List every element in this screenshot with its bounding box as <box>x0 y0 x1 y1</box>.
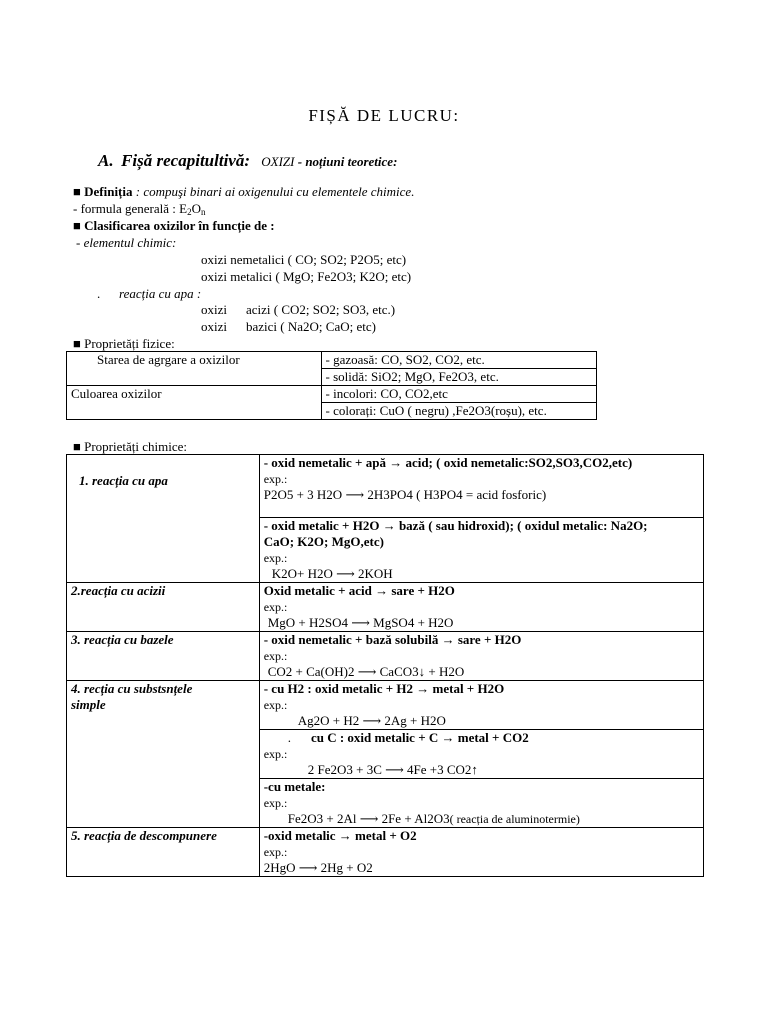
metal-water-equation: K2O+ H2O ⟶ 2KOH <box>271 566 393 581</box>
example-label: exp.: <box>263 796 288 810</box>
state-solid: - solidă: SiO2; MgO, Fe2O3, etc. <box>321 369 596 386</box>
example-label: exp.: <box>263 747 288 761</box>
formula-label: - formula generală : E <box>73 201 188 216</box>
metal-water-rule-2: CaO; K2O; MgO,etc) <box>263 534 384 549</box>
table-row <box>67 455 704 518</box>
reaction-bases-label: 3. reacția cu bazele <box>67 632 260 681</box>
table-row <box>67 632 704 681</box>
state-gas: - gazoasă: CO, SO2, CO2, etc. <box>321 352 596 369</box>
reaction-simple-label-1: 4. recția cu substsnțele <box>71 681 193 696</box>
example-label: exp.: <box>263 698 288 712</box>
carbon-bullet: . <box>287 730 291 745</box>
example-label: exp.: <box>263 845 288 859</box>
nonmetal-oxides: oxizi nemetalici ( CO; SO2; P2O5; etc) <box>201 252 407 267</box>
page-title: FIȘĂ DE LUCRU: <box>308 106 460 125</box>
reaction-acids-label: 2.reacția cu acizii <box>67 583 260 632</box>
classification-heading <box>73 218 275 234</box>
table-row <box>67 681 704 730</box>
metal-water-rule-1: - oxid metalic + H2O → bază ( sau hidroxid); ( oxidul metalic: Na2O; <box>263 518 648 533</box>
section-topic: OXIZI <box>261 154 295 169</box>
definition-text: : compuşi binari ai oxigenului cu elementele chimice. <box>132 184 415 199</box>
formula-sub: 2 <box>187 207 192 217</box>
section-topic-rest: - noțiuni teoretice: <box>294 154 398 169</box>
table-row <box>67 386 597 403</box>
reaction-decomposition-label: 5. reacția de descompunere <box>67 828 260 877</box>
formula-line <box>73 201 205 217</box>
by-water-label: reacția cu apa : <box>119 286 202 301</box>
hydrogen-cell <box>259 681 703 730</box>
example-label: exp.: <box>263 649 288 663</box>
nonmetal-water-cell <box>259 455 703 518</box>
carbon-equation: 2 Fe2O3 + 3C ⟶ 4Fe +3 CO2↑ <box>307 762 478 777</box>
carbon-rule: cu C : oxid metalic + C → metal + CO2 <box>310 730 529 745</box>
nonmetal-water-rule: - oxid nemetalic + apă → acid; ( oxid nemetalic:SO2,SO3,CO2,etc) <box>263 455 633 470</box>
basic-oxides-prefix: oxizi <box>201 319 227 334</box>
acid-oxides: acizi ( CO2; SO2; SO3, etc.) <box>246 302 396 317</box>
acids-rule: Oxid metalic + acid → sare + H2O <box>263 583 455 598</box>
square-bullet-icon: ■ <box>73 336 81 351</box>
basic-oxides: bazici ( Na2O; CaO; etc) <box>246 319 376 334</box>
acids-cell <box>259 583 703 632</box>
bases-cell <box>259 632 703 681</box>
square-bullet-icon: ■ <box>73 218 81 233</box>
square-bullet-icon: ■ <box>73 439 81 454</box>
by-water-bullet: . <box>97 286 101 301</box>
example-label: exp.: <box>263 551 288 565</box>
example-label: exp.: <box>263 600 288 614</box>
definition-label: Definiția <box>84 184 133 199</box>
hydrogen-rule: - cu H2 : oxid metalic + H2 → metal + H2O <box>263 681 505 696</box>
metal-oxides: oxizi metalici ( MgO; Fe2O3; K2O; etc) <box>201 269 412 284</box>
table-row <box>67 583 704 632</box>
color-label: Culoarea oxizilor <box>67 386 322 420</box>
classification-label: Clasificarea oxizilor în funcție de : <box>84 218 275 233</box>
chemical-heading-label: Proprietăți chimice: <box>84 439 187 454</box>
color-colorless: - incolori: CO, CO2,etc <box>321 386 596 403</box>
reaction-simple-label-2: simple <box>71 697 106 712</box>
section-heading <box>98 151 397 171</box>
decomposition-cell <box>259 828 703 877</box>
chemical-properties-table <box>66 454 704 877</box>
chemical-heading <box>73 439 187 455</box>
bases-rule: - oxid nemetalic + bază solubilă → sare + H2O <box>263 632 522 647</box>
physical-properties-table <box>66 351 597 420</box>
decomposition-equation: 2HgO ⟶ 2Hg + O2 <box>263 860 373 875</box>
formula-sub-n: n <box>200 207 206 217</box>
definition-line <box>73 184 414 200</box>
metal-water-cell <box>259 518 703 583</box>
bases-equation: CO2 + Ca(OH)2 ⟶ CaCO3↓ + H2O <box>267 664 465 679</box>
state-label: Starea de agrgare a oxizilor <box>67 352 322 386</box>
physical-heading-label: Proprietăți fizice: <box>84 336 175 351</box>
metals-equation: Fe2O3 + 2Al ⟶ 2Fe + Al2O3 <box>287 811 450 826</box>
decomposition-rule: -oxid metalic → metal + O2 <box>263 828 417 843</box>
carbon-rule-line <box>264 730 699 746</box>
reaction-simple-label <box>67 681 260 828</box>
hydrogen-equation: Ag2O + H2 ⟶ 2Ag + H2O <box>297 713 446 728</box>
square-bullet-icon: ■ <box>73 184 81 199</box>
physical-heading <box>73 336 175 352</box>
table-row <box>67 352 597 369</box>
table-row <box>67 828 704 877</box>
nonmetal-water-equation: P2O5 + 3 H2O ⟶ 2H3PO4 ( H3PO4 = acid fosforic) <box>263 487 547 502</box>
acid-oxides-prefix: oxizi <box>201 302 227 317</box>
section-title: Fișă recapitultivă: <box>121 151 251 170</box>
acids-equation: MgO + H2SO4 ⟶ MgSO4 + H2O <box>267 615 454 630</box>
color-colored: - colorați: CuO ( negru) ,Fe2O3(roșu), etc. <box>321 403 596 420</box>
metals-cell <box>259 779 703 828</box>
aluminothermy-note: ( reacția de aluminotermie) <box>449 812 580 826</box>
example-label: exp.: <box>263 472 288 486</box>
formula-o: O <box>191 201 201 216</box>
reaction-water-label: 1. reacția cu apa <box>67 455 260 583</box>
section-letter: A. <box>98 151 114 170</box>
metals-rule: -cu metale: <box>263 779 326 794</box>
metals-equation-line <box>264 811 699 827</box>
carbon-cell <box>259 730 703 779</box>
by-element-label: - elementul chimic: <box>76 235 177 250</box>
